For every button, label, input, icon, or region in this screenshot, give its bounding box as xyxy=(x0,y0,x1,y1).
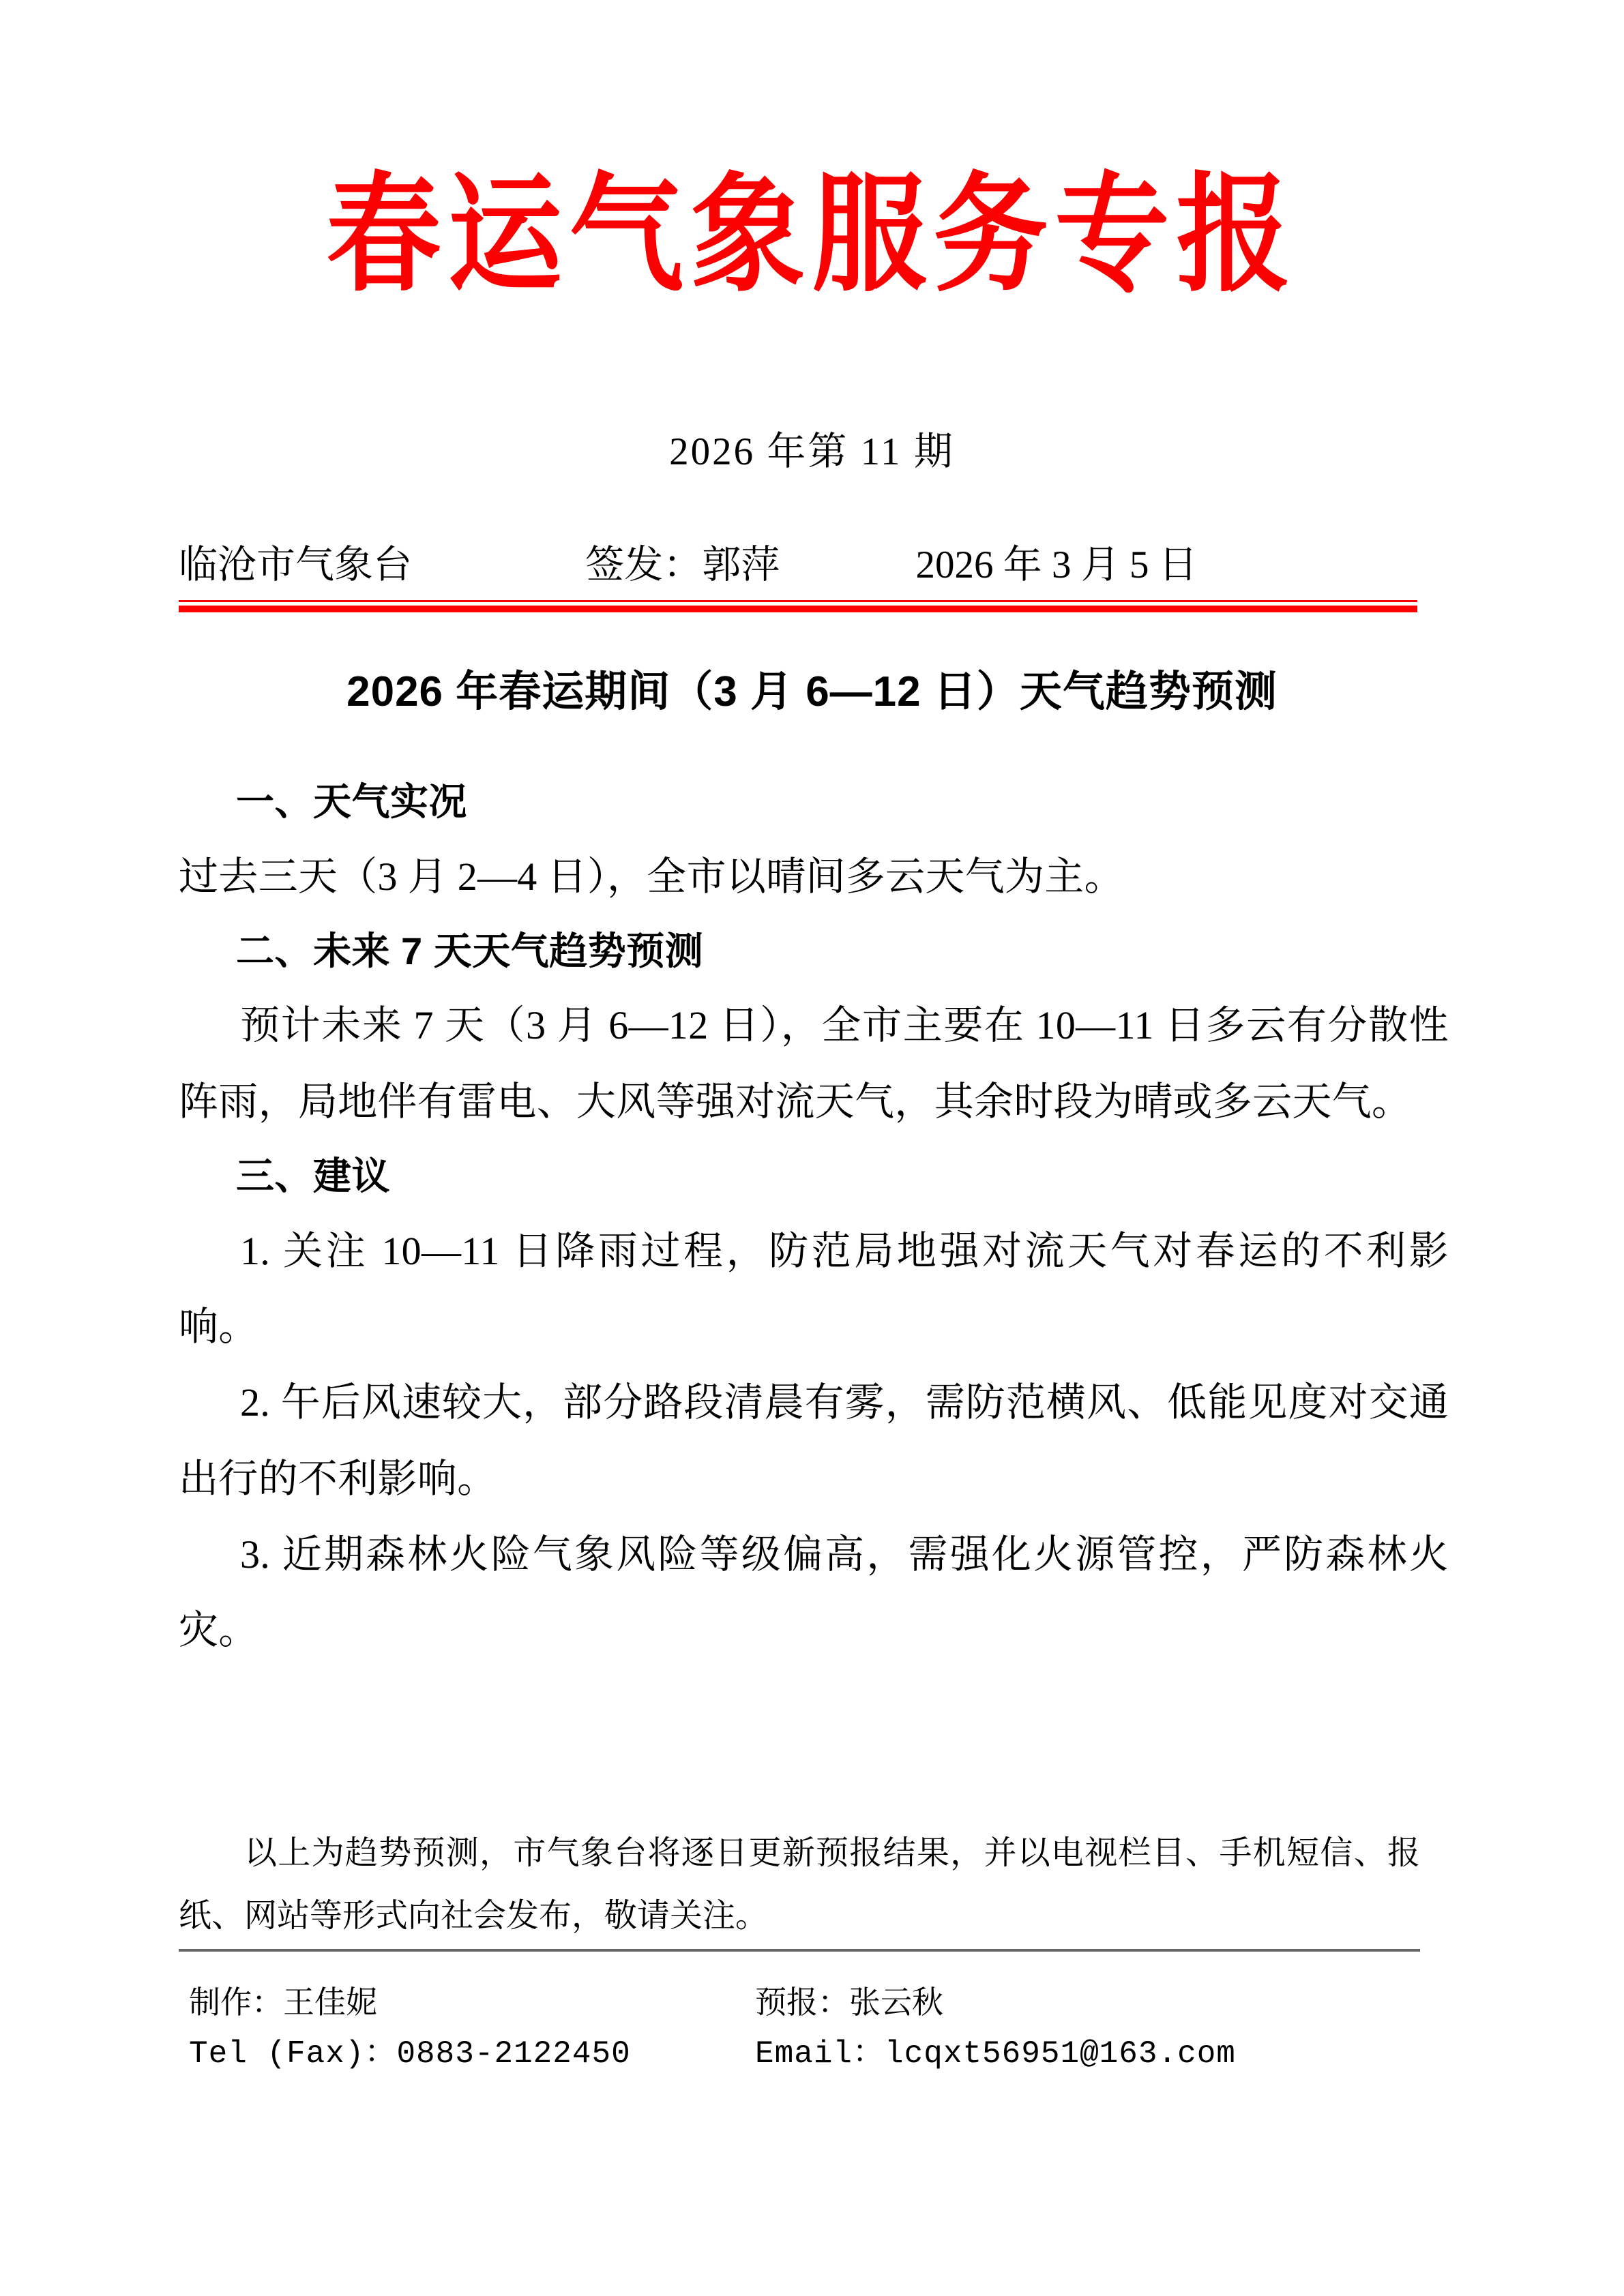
footer-forecaster: 预报：张云秋 xyxy=(755,1985,943,2020)
section-heading-forecast: 二、未来 7 天天气趋势预测 xyxy=(236,929,704,972)
section-paragraph-weather-observed: 过去三天（3 月 2—4 日），全市以晴间多云天气为主。 xyxy=(179,854,1124,899)
red-rule-thick xyxy=(179,606,1417,612)
masthead-title: 春运气象服务专报 xyxy=(326,162,1298,307)
recommendation-item-1: 1. 关注 10—11 日降雨过程，防范局地强对流天气对春运的不利影响。 xyxy=(179,1228,1449,1349)
footer-row-names xyxy=(189,1978,1420,2029)
document-body xyxy=(179,765,1449,1669)
issuing-office: 临沧市气象台 xyxy=(179,543,412,586)
footer xyxy=(189,1978,1420,2079)
issue-number: 2026 年第 11 期 xyxy=(669,430,955,473)
closing-note: 以上为趋势预测，市气象台将逐日更新预报结果，并以电视栏目、手机短信、报纸、网站等形式向社会发布，敬请关注。 xyxy=(179,1835,1420,1935)
section-heading-recommendations: 三、建议 xyxy=(236,1154,390,1198)
recommendation-item-3: 3. 近期森林火险气象风险等级偏高，需强化火源管控，严防森林火灾。 xyxy=(179,1532,1449,1653)
recommendation-item-2: 2. 午后风速较大，部分路段清晨有雾，需防范横风、低能见度对交通出行的不利影响。 xyxy=(179,1380,1449,1501)
footer-email: Email：lcqxt56951@163.com xyxy=(755,2036,1236,2072)
section-paragraph-forecast: 预计未来 7 天（3 月 6—12 日），全市主要在 10—11 日多云有分散性阵雨，局地伴有雷电、大风等强对流天气，其余时段为晴或多云天气。 xyxy=(179,1003,1449,1124)
issue-date: 2026 年 3 月 5 日 xyxy=(915,543,1198,586)
section-heading-weather-observed: 一、天气实况 xyxy=(236,780,467,823)
footer-divider xyxy=(179,1949,1420,1952)
header-meta-row xyxy=(179,541,1417,589)
footer-producer: 制作：王佳妮 xyxy=(189,1985,377,2020)
signer: 签发：郭萍 xyxy=(585,543,780,586)
masthead xyxy=(0,162,1624,307)
footer-row-contacts xyxy=(189,2029,1420,2080)
footer-telephone: Tel (Fax)：0883-2122450 xyxy=(189,2036,631,2072)
red-double-rule xyxy=(179,600,1417,612)
document-title: 2026 年春运期间（3 月 6—12 日）天气趋势预测 xyxy=(346,668,1278,715)
